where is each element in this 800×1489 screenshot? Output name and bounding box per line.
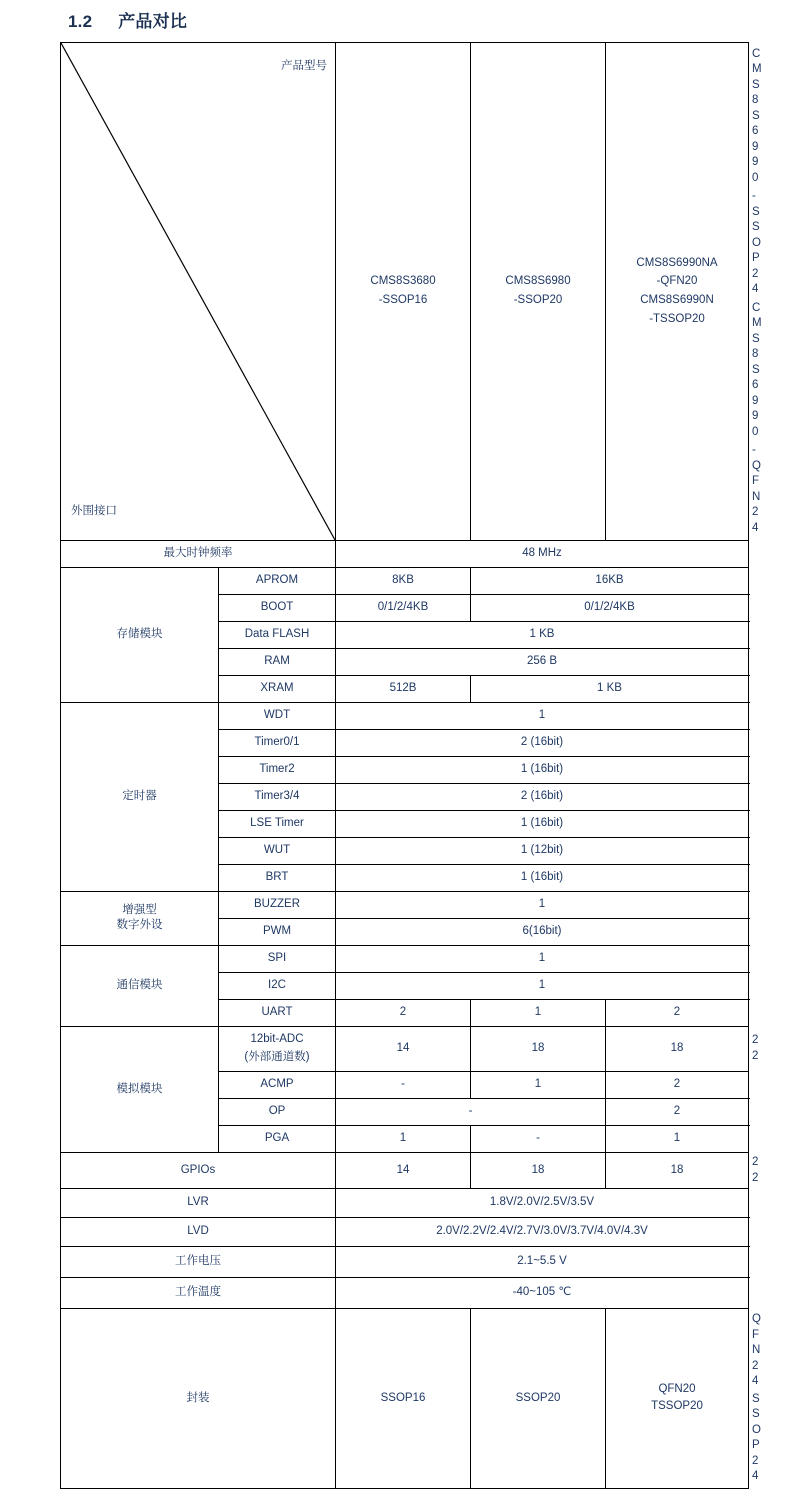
model-line: CMS8S3680 — [370, 275, 436, 288]
section-label-comm: 通信模块 — [61, 945, 219, 1026]
table-row — [61, 1189, 749, 1218]
row-label-boot: BOOT — [219, 594, 336, 621]
cell-adc-c1: 14 — [336, 1026, 471, 1071]
row-label-lvd: LVD — [61, 1218, 336, 1247]
cell-lvd-all: 2.0V/2.2V/2.4V/2.7V/3.0V/3.7V/4.0V/4.3V — [336, 1218, 749, 1247]
model-line: -SSOP16 — [378, 293, 428, 306]
cell-aprom-rest: 16KB — [471, 567, 749, 594]
cell-wdt-all: 1 — [336, 702, 749, 729]
column-header-cms8s6990na — [606, 43, 749, 541]
row-label-max-clock: 最大时钟频率 — [61, 540, 336, 567]
cell-aprom-c1: 8KB — [336, 567, 471, 594]
table-row — [61, 945, 749, 972]
model-line: -SSOP20 — [513, 293, 563, 306]
page-title-number: 1.2 — [68, 12, 93, 31]
cell-brt-all: 1 (16bit) — [336, 864, 749, 891]
section-label-enhanced-digital — [61, 891, 219, 945]
table-row — [61, 1247, 749, 1278]
table-row: 封装 SSOP16 SSOP20 QFN20 TSSOP20 QFN24 SSOP24 — [61, 1309, 749, 1489]
package-line: TSSOP20 — [651, 1400, 703, 1413]
page-title-text: 产品对比 — [118, 12, 188, 31]
model-line: CMS8S6980 — [505, 275, 571, 288]
column-header-cms8s3680 — [336, 43, 471, 541]
section-label-line: 增强型 — [122, 903, 157, 916]
cell-package-c3 — [606, 1309, 749, 1489]
section-label-storage: 存储模块 — [61, 567, 219, 702]
cell-uart-c2: 1 — [471, 999, 606, 1026]
row-label-adc — [219, 1026, 336, 1071]
row-label-data-flash: Data FLASH — [219, 621, 336, 648]
cell-package-c1: SSOP16 — [336, 1309, 471, 1489]
cell-adc-c2: 18 — [471, 1026, 606, 1071]
row-label-timer2: Timer2 — [219, 756, 336, 783]
cell-uart-c1: 2 — [336, 999, 471, 1026]
row-label-ram: RAM — [219, 648, 336, 675]
row-label-line: 12bit-ADC — [250, 1033, 304, 1046]
row-label-lse-timer: LSE Timer — [219, 810, 336, 837]
model-line: -QFN20 — [656, 275, 698, 288]
package-line: QFN20 — [658, 1382, 696, 1395]
diagonal-header-cell — [61, 43, 336, 541]
table-row — [61, 702, 749, 729]
row-label-acmp: ACMP — [219, 1071, 336, 1098]
row-label-i2c: I2C — [219, 972, 336, 999]
cell-acmp-c34: 2 — [606, 1071, 749, 1098]
model-line: CMS8S6990N — [640, 293, 714, 306]
cell-op-c34: 2 — [606, 1098, 749, 1125]
table-row — [61, 567, 749, 594]
cell-acmp-c2: 1 — [471, 1071, 606, 1098]
row-label-pwm: PWM — [219, 918, 336, 945]
row-label-timer34: Timer3/4 — [219, 783, 336, 810]
row-label-brt: BRT — [219, 864, 336, 891]
column-header-cms8s6980 — [471, 43, 606, 541]
cell-gpios-c2: 18 — [471, 1152, 606, 1188]
row-label-timer01: Timer0/1 — [219, 729, 336, 756]
cell-package-c2: SSOP20 — [471, 1309, 606, 1489]
cell-i2c-all: 1 — [336, 972, 749, 999]
model-line: -TSSOP20 — [649, 312, 705, 325]
page-title — [68, 7, 187, 32]
row-label-pga: PGA — [219, 1125, 336, 1152]
row-label-wut: WUT — [219, 837, 336, 864]
product-comparison-table — [60, 42, 762, 1489]
diagonal-line-icon — [61, 43, 335, 540]
cell-lse-timer-all: 1 (16bit) — [336, 810, 749, 837]
row-label-spi: SPI — [219, 945, 336, 972]
cell-gpios-c1: 14 — [336, 1152, 471, 1188]
table-row: 模拟模块 12bit-ADC (外部通道数) 14 18 18 22 — [61, 1026, 749, 1071]
row-label-line: (外部通道数) — [244, 1050, 310, 1063]
table-row — [61, 1278, 749, 1309]
cell-timer34-all: 2 (16bit) — [336, 783, 749, 810]
table-header-row: 产品型号 外围接口 CMS8S3680 -SSOP16 CMS8S6980 -SSOP20 CMS8S6990NA -QFN20 CMS8S6990N -TSSOP20 CMS8S6990 -SSOP24 CMS8S6990 -QFN24 — [61, 43, 749, 541]
cell-xram-c1: 512B — [336, 675, 471, 702]
cell-gpios-c3: 18 — [606, 1152, 749, 1188]
row-label-gpios: GPIOs — [61, 1152, 336, 1188]
cell-max-clock-all: 48 MHz — [336, 540, 749, 567]
cell-data-flash-all: 1 KB — [336, 621, 749, 648]
cell-timer2-all: 1 (16bit) — [336, 756, 749, 783]
cell-acmp-c1: - — [336, 1071, 471, 1098]
cell-op-c12: - — [336, 1098, 606, 1125]
cell-boot-c1: 0/1/2/4KB — [336, 594, 471, 621]
row-label-package: 封装 — [61, 1309, 336, 1489]
cell-boot-rest: 0/1/2/4KB — [471, 594, 749, 621]
table-row: GPIOs 14 18 18 22 — [61, 1152, 749, 1188]
cell-operating-voltage-all: 2.1~5.5 V — [336, 1247, 749, 1278]
cell-uart-c34: 2 — [606, 999, 749, 1026]
row-label-lvr: LVR — [61, 1189, 336, 1218]
table-row — [61, 1218, 749, 1247]
cell-wut-all: 1 (12bit) — [336, 837, 749, 864]
cell-timer01-all: 2 (16bit) — [336, 729, 749, 756]
row-label-operating-temperature: 工作温度 — [61, 1278, 336, 1309]
cell-operating-temperature-all: -40~105 ℃ — [336, 1278, 749, 1309]
row-label-buzzer: BUZZER — [219, 891, 336, 918]
cell-ram-all: 256 B — [336, 648, 749, 675]
cell-lvr-all: 1.8V/2.0V/2.5V/3.5V — [336, 1189, 749, 1218]
cell-xram-rest: 1 KB — [471, 675, 749, 702]
cell-buzzer-all: 1 — [336, 891, 749, 918]
row-label-wdt: WDT — [219, 702, 336, 729]
table-row — [61, 891, 749, 918]
cell-pga-c1: 1 — [336, 1125, 471, 1152]
cell-pga-c2: - — [471, 1125, 606, 1152]
corner-label-interface: 外围接口 — [71, 505, 117, 518]
row-label-uart: UART — [219, 999, 336, 1026]
model-line: CMS8S6990NA — [636, 256, 718, 269]
cell-spi-all: 1 — [336, 945, 749, 972]
row-label-xram: XRAM — [219, 675, 336, 702]
table-row — [61, 540, 749, 567]
section-label-analog: 模拟模块 — [61, 1026, 219, 1152]
cell-pwm-all: 6(16bit) — [336, 918, 749, 945]
corner-label-model: 产品型号 — [281, 60, 327, 72]
cell-pga-c34: 1 — [606, 1125, 749, 1152]
row-label-op: OP — [219, 1098, 336, 1125]
row-label-aprom: APROM — [219, 567, 336, 594]
section-label-line: 数字外设 — [116, 919, 163, 932]
cell-adc-c3: 18 — [606, 1026, 749, 1071]
row-label-operating-voltage: 工作电压 — [61, 1247, 336, 1278]
section-label-timer: 定时器 — [61, 702, 219, 891]
product-comparison-table-wrapper — [60, 42, 762, 1489]
